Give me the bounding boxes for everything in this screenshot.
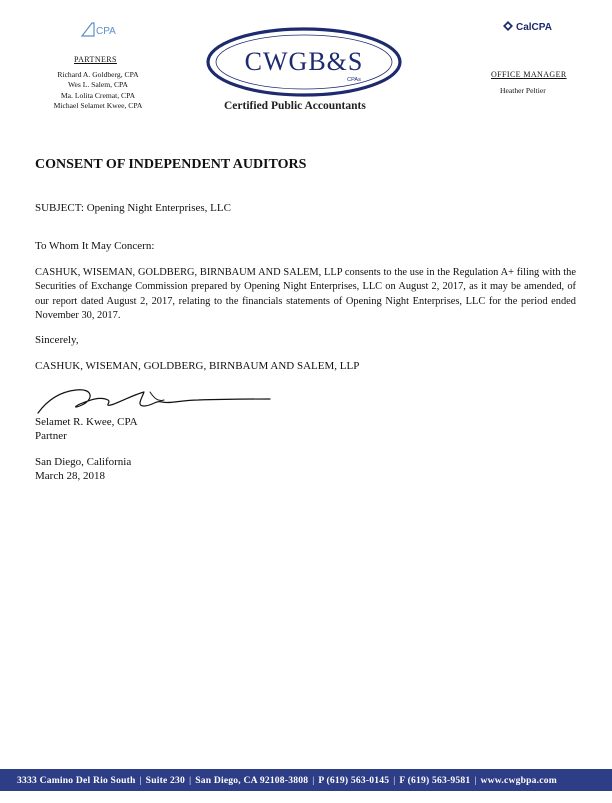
partner-name: Wes L. Salem, CPA xyxy=(67,80,129,90)
svg-text:CWGB&S: CWGB&S xyxy=(244,47,364,76)
letter-location: San Diego, California xyxy=(35,456,132,468)
subject-line: SUBJECT: Opening Night Enterprises, LLC xyxy=(35,202,231,214)
footer-separator: | xyxy=(189,774,192,786)
partners-heading: PARTNERS xyxy=(74,55,117,64)
office-manager-name: Heather Peltier xyxy=(500,86,546,95)
footer-contact-bar xyxy=(0,769,612,791)
consent-paragraph: CASHUK, WISEMAN, GOLDBERG, BIRNBAUM AND SALEM, LLP consents to the use in the Regulation A+ filing with the Securities of Exchange Commission prepared by Opening Night Enterprises, LLC on August 2, 2017, as it may be amended, of our report dated August 2, 2017, relating to the financials statements of Opening Night Enterprises, LLC for the period ended November 30, 2017. xyxy=(35,267,576,322)
office-manager-heading: OFFICE MANAGER xyxy=(491,70,567,79)
letter-title: CONSENT OF INDEPENDENT AUDITORS xyxy=(35,157,307,172)
firm-tagline: Certified Public Accountants xyxy=(224,100,366,112)
letter-date: March 28, 2018 xyxy=(35,470,105,482)
footer-separator: | xyxy=(393,774,396,786)
aicpa-logo xyxy=(80,20,130,40)
footer-phone: P (619) 563-0145 xyxy=(318,774,390,786)
footer-fax: F (619) 563-9581 xyxy=(399,774,471,786)
calcpa-diamond-icon xyxy=(503,21,513,33)
footer-city: San Diego, CA 92108-3808 xyxy=(195,774,309,786)
footer-address: 3333 Camino Del Rio South xyxy=(17,774,136,786)
calcpa-text: CalCPA xyxy=(516,22,552,33)
partner-name: Michael Selamet Kwee, CPA xyxy=(53,101,143,111)
partner-name: Ma. Lolita Cremat, CPA xyxy=(60,90,136,100)
firm-name: CASHUK, WISEMAN, GOLDBERG, BIRNBAUM AND SALEM, LLP xyxy=(35,360,360,372)
calcpa-logo xyxy=(503,21,552,33)
signature xyxy=(32,380,272,420)
footer-separator: | xyxy=(474,774,477,786)
closing: Sincerely, xyxy=(35,334,79,346)
signer-title: Partner xyxy=(35,430,67,442)
footer-separator: | xyxy=(312,774,315,786)
partner-name: Richard A. Goldberg, CPA xyxy=(57,70,139,79)
footer-separator: | xyxy=(139,774,142,786)
salutation: To Whom It May Concern: xyxy=(35,240,155,252)
signer-name: Selamet R. Kwee, CPA xyxy=(35,416,138,428)
partners-list xyxy=(36,70,160,112)
footer-website-link[interactable]: www.cwgbpa.com xyxy=(480,774,557,786)
svg-text:CPA: CPA xyxy=(96,26,116,37)
cwgbs-logo xyxy=(204,26,404,98)
svg-text:CPAs: CPAs xyxy=(347,77,361,83)
footer-suite: Suite 230 xyxy=(145,774,186,786)
